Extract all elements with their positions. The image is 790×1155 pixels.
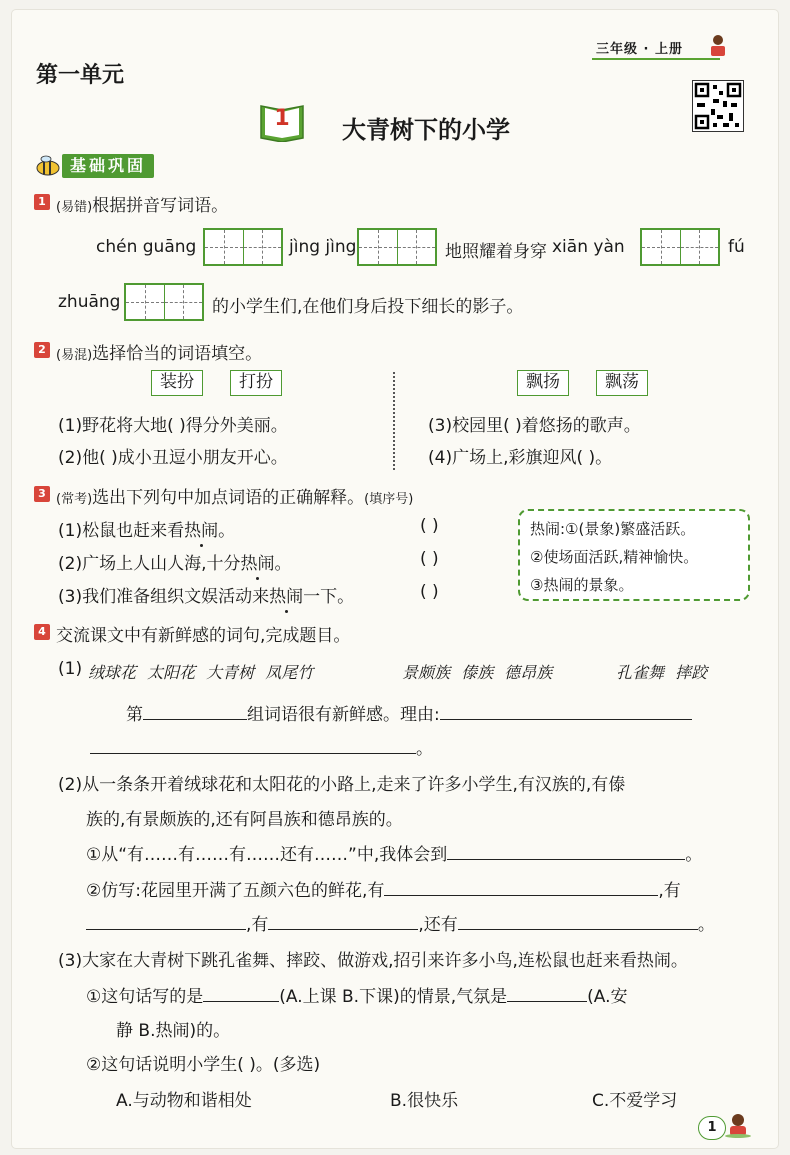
question-number: 4	[34, 624, 50, 640]
question-number: 1	[34, 194, 50, 210]
sentence-2: (2)广场上人山人海,十分热闹。	[58, 549, 291, 574]
pinyin-3: xiān yàn	[552, 237, 625, 257]
definition-line: ③热闹的景象。	[530, 576, 634, 594]
word-group-1: 绒球花 太阳花 大青树 凤尾竹	[88, 663, 314, 682]
blank-line[interactable]	[203, 985, 279, 1002]
fill-sentence[interactable]: (3)校园里( )着悠扬的歌声。	[428, 416, 641, 436]
blank-line[interactable]	[384, 879, 658, 896]
blank-line[interactable]	[268, 913, 418, 930]
lesson-title: 大青树下的小学	[342, 116, 510, 144]
blank-line[interactable]	[447, 843, 685, 860]
question-tag: (常考)	[56, 492, 93, 507]
question-number: 2	[34, 342, 50, 358]
p3-q1-cont: 静 B.热闹)的。	[116, 1021, 231, 1041]
word-option: 飘荡	[596, 370, 648, 396]
dotted-word: 热闹	[240, 549, 274, 574]
write-box-3[interactable]	[640, 228, 720, 266]
pinyin-4b: zhuāng	[58, 292, 121, 312]
question-tag: (易混)	[56, 348, 93, 363]
question-heading	[56, 339, 262, 364]
p3-q2[interactable]: ②这句话说明小学生( )。(多选)	[86, 1055, 321, 1075]
blank-line[interactable]	[143, 703, 247, 720]
part-label: (1)	[58, 659, 83, 679]
section-title: 基础巩固	[62, 154, 154, 178]
qr-code-icon[interactable]	[692, 80, 744, 132]
word-option: 打扮	[230, 370, 282, 396]
definition-box	[518, 509, 750, 601]
option-a[interactable]: A.与动物和谐相处	[116, 1091, 252, 1111]
blank-line[interactable]	[507, 985, 587, 1002]
question-heading	[56, 483, 413, 508]
header-rule	[592, 58, 720, 60]
student-icon	[708, 33, 728, 57]
p2-text: 族的,有景颇族的,还有阿昌族和德昂族的。	[86, 810, 403, 830]
question-prompt: 交流课文中有新鲜感的词句,完成题目。	[56, 626, 351, 646]
sentence-middle: 地照耀着身穿	[445, 242, 547, 262]
fill-sentence[interactable]: (2)他( )成小丑逗小朋友开心。	[58, 448, 288, 468]
page-number: 1	[698, 1116, 726, 1140]
p2-text: (2)从一条条开着绒球花和太阳花的小路上,走来了许多小学生,有汉族的,有傣	[58, 775, 626, 795]
word-group-3: 孔雀舞 摔跤	[616, 663, 708, 682]
sentence-3: (3)我们准备组织文娱活动来热闹一下。	[58, 582, 354, 607]
question-prompt: 根据拼音写词语。	[92, 196, 229, 216]
p2-q2: ②仿写:花园里开满了五颜六色的鲜花,有 ,有	[86, 881, 681, 901]
dotted-word: 热闹	[184, 516, 218, 541]
dotted-word: 热闹	[269, 582, 303, 607]
grade-label: 三年级 · 上册	[596, 42, 683, 57]
question-prompt: 选出下列句中加点词语的正确解释。	[92, 488, 365, 508]
word-option: 飘扬	[517, 370, 569, 396]
question-number: 3	[34, 486, 50, 502]
unit-title: 第一单元	[36, 63, 125, 88]
blank-line[interactable]	[458, 913, 698, 930]
bee-icon	[34, 154, 64, 178]
write-box-4[interactable]	[124, 283, 204, 321]
blank-line[interactable]	[90, 737, 416, 754]
p2-q1: ①从“有……有……有……还有……”中,我体会到 。	[86, 845, 703, 865]
write-box-1[interactable]	[203, 228, 283, 266]
lesson-number: 1	[274, 106, 290, 131]
p1-line-2: 。	[90, 734, 433, 759]
column-divider	[393, 372, 395, 470]
answer-paren[interactable]: ( )	[420, 516, 439, 536]
sentence-tail: 的小学生们,在他们身后投下细长的影子。	[212, 297, 524, 317]
pinyin-4a: fú	[728, 237, 745, 257]
pinyin-2: jìng jìng	[289, 237, 357, 257]
answer-paren[interactable]: ( )	[420, 582, 439, 602]
blank-line[interactable]	[86, 913, 246, 930]
option-b[interactable]: B.很快乐	[390, 1091, 459, 1111]
definition-line: 热闹:①(景象)繁盛活跃。	[530, 520, 696, 538]
option-c[interactable]: C.不爱学习	[592, 1091, 678, 1111]
word-option: 装扮	[151, 370, 203, 396]
answer-paren[interactable]: ( )	[420, 549, 439, 569]
question-prompt: 选择恰当的词语填空。	[92, 344, 263, 364]
question-tag: (填序号)	[364, 492, 414, 507]
question-tag: (易错)	[56, 200, 93, 215]
p1-line: 第 组词语很有新鲜感。理由:	[126, 700, 692, 725]
blank-line[interactable]	[440, 703, 692, 720]
p2-q2-cont: ,有 ,还有 。	[86, 910, 715, 935]
p3-q1: ①这句话写的是 (A.上课 B.下课)的情景,气氛是 (A.安	[86, 987, 628, 1007]
fill-sentence[interactable]: (4)广场上,彩旗迎风( )。	[428, 448, 613, 468]
word-group-2: 景颇族 傣族 德昂族	[402, 663, 553, 682]
pinyin-1: chén guāng	[96, 237, 197, 257]
p3-text: (3)大家在大青树下跳孔雀舞、摔跤、做游戏,招引来许多小鸟,连松鼠也赶来看热闹。	[58, 951, 688, 971]
fill-sentence[interactable]: (1)野花将大地( )得分外美丽。	[58, 416, 288, 436]
sentence-1: (1)松鼠也赶来看热闹。	[58, 516, 235, 541]
question-heading	[56, 191, 228, 216]
mascot-icon	[724, 1112, 752, 1138]
write-box-2[interactable]	[357, 228, 437, 266]
definition-line: ②使场面活跃,精神愉快。	[530, 548, 699, 566]
